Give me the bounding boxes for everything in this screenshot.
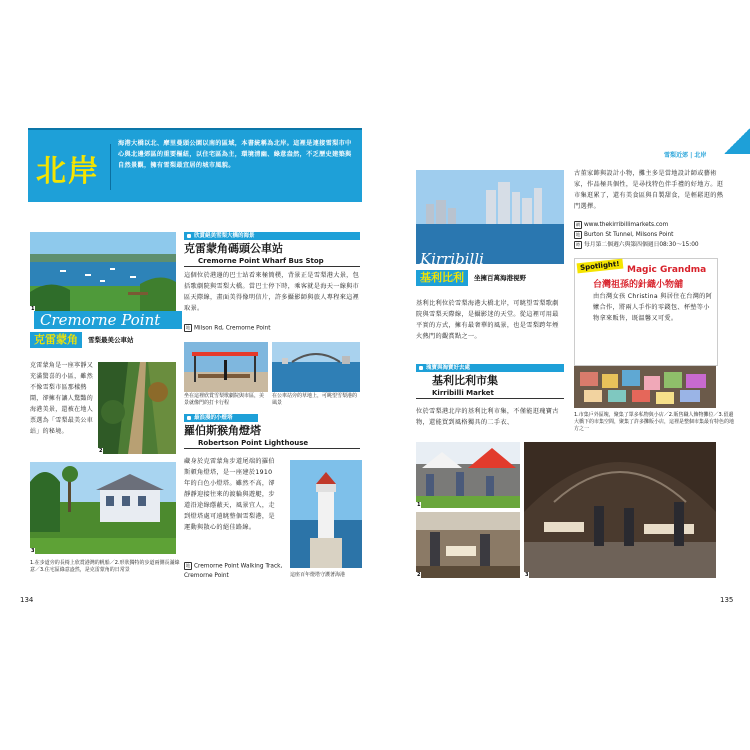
section-banner — [28, 128, 362, 202]
spotlight-text: 由台灣女孩 Christina 與居住在台灣的阿嬤合作，將兩人手作的零錢包、杯墊等小物拿來販售，既溫馨又可愛。 — [593, 293, 713, 322]
tunnel-illustration — [524, 442, 716, 578]
market-info — [574, 220, 740, 250]
header-breadcrumb: 雪梨近郊 | 北岸 — [664, 152, 707, 159]
market-hours: 每月第二個週六與第四個週日08:30～15:00 — [584, 242, 699, 248]
cremorne-cn-name: 克雷蒙角 — [30, 332, 82, 348]
harbour-view-illustration — [272, 342, 360, 392]
bus-stop-caption-a: 坐在這裡欣賞雪梨歌劇院與市區，美景就像門的打卡行程 — [184, 393, 265, 406]
bus-stop-title-box — [184, 242, 360, 267]
knitting-photo — [574, 366, 716, 408]
lighthouse-text: 藏身於克雷蒙角步道尾端的羅伯斯頓角燈塔，是一座建於1910年的白色小燈塔。雖然不高，卻靜靜迎接往來的渡輪與遊艇，步道沿途綠蔭蔽天，風景宜人，走到燈塔處可遠眺整個雪梨港，是運動與散心的絕佳路線。 — [184, 458, 275, 531]
left-page-number: 134 — [20, 596, 34, 604]
lighthouse-photo — [290, 460, 362, 568]
market-url[interactable]: www.thekirribillimarkets.com — [584, 222, 669, 228]
lighthouse-title-en: Robertson Point Lighthouse — [198, 439, 309, 447]
market-tunnel-photo — [524, 442, 716, 578]
market-address-row — [574, 230, 740, 240]
kirribilli-subtitle: 坐擁百萬海港視野 — [474, 274, 526, 282]
map-pin-icon: 地 — [186, 563, 190, 568]
bus-stop-caption-b: 在公車站旁的草地上，可眺望雪梨港的風景 — [272, 393, 358, 406]
market-stall-photo — [416, 512, 520, 578]
kirribilli-cn-title — [416, 270, 564, 286]
harbour-illustration — [30, 232, 176, 312]
banner-title: 北岸 — [36, 154, 100, 189]
lighthouse-title-cn: 羅伯斯猴角燈塔 — [184, 424, 261, 437]
lighthouse-tag: 最浪漫的小燈塔 — [184, 414, 258, 422]
market-stall-illustration — [416, 512, 520, 578]
breadcrumb-section: 北岸 — [694, 152, 707, 159]
bus-stop-address-text: Milson Rd, Cremorne Point — [194, 325, 271, 332]
bus-stop-photo — [184, 342, 268, 392]
market-title-cn: 基利比利市集 — [432, 374, 498, 387]
path-photo — [98, 362, 176, 454]
bus-stop-illustration — [184, 342, 268, 392]
market-tag: 瑰寶與淘寶好去處 — [416, 364, 564, 372]
knitting-illustration — [574, 366, 716, 408]
market-outdoor-illustration — [416, 442, 520, 508]
market-url-row — [574, 220, 740, 230]
kirribilli-script-title: Kirribilli — [420, 250, 484, 268]
market-text: 位於雪梨港北岸的基利比利市集，不僅能逛瑰寶古物，還能買到風格獨具的二手衣、 — [416, 408, 559, 426]
market-hours-row — [574, 240, 740, 250]
harbour-view-photo — [272, 342, 360, 392]
spotlight-box — [574, 258, 718, 366]
market-address: Burton St Tunnel, Milsons Point — [584, 232, 674, 238]
spotlight-title-cn: 台灣祖孫的針織小物舖 — [593, 280, 684, 290]
market-title-box — [416, 374, 564, 399]
cremorne-intro: 克雷蒙角是一座寧靜又充滿驚喜的小區，雖然不像雪梨市區那樣熱鬧，卻擁有讓人驚豔的海港美景，還被在地人票選為「雪梨最美公車站」的秘境。 — [30, 362, 94, 435]
banner-text: 海港大橋以北、摩里曼頭公園以南的區域，本書統稱為北岸。這裡是連接雪梨市中心與北邊郊區的重要樞紐，以住宅區為主，環境清幽、綠意盎然，不乏歷史建築與自然景觀，擁有雪梨最宜居的城市風貌。 — [118, 140, 352, 169]
left-photo-caption: 1.在步道旁的長椅上欣賞港灣的帆船／2.形狀獨特的步道兩側長滿綠意／3.住宅區綠意盎然，是克雷蒙角的日常景 — [30, 560, 180, 573]
house-illustration — [30, 462, 176, 554]
photo-number: 1 — [417, 502, 421, 508]
market-outdoor-photo — [416, 442, 520, 508]
right-page — [414, 128, 750, 608]
right-page-number: 135 — [720, 596, 734, 604]
house-photo — [30, 462, 176, 554]
globe-icon: 網 — [576, 221, 580, 227]
photo-number: 2 — [417, 572, 421, 578]
right-photo-caption: 1.市集戶外區塊，聚集了眾多私物與小店／2.販售職人飾物攤位／3.留邊大橋下的市集空間，聚集了許多攤販小店，這裡是整個市集最有特色的地方之一 — [574, 412, 735, 432]
left-page — [20, 128, 368, 608]
lighthouse-illustration — [290, 460, 362, 568]
clock-icon: 時 — [576, 241, 580, 247]
market-text-continued: 古董家飾與設計小物，攤主多是當地設計師或藝術家，作品極具個性，是尋找特色伴手禮的好地方。逛市集逛累了，還有美食區與自製甜食，是輕鬆逛的熱門選擇。 — [574, 170, 724, 210]
bus-stop-tag: 欣賞絕美雪梨大橋的海景 — [184, 232, 360, 240]
spotlight-title-en: Magic Grandma — [627, 265, 707, 275]
cremorne-script-title: Cremorne Point — [34, 311, 182, 329]
bus-stop-address — [184, 324, 360, 332]
bus-stop-title-en: Cremorne Point Wharf Bus Stop — [198, 257, 324, 265]
spotlight-badge: Spotlight! — [577, 259, 623, 274]
map-pin-icon: 地 — [186, 325, 190, 330]
cremorne-cn-title — [30, 332, 178, 348]
photo-number: 3 — [31, 548, 35, 554]
banner-divider — [110, 144, 111, 190]
bus-stop-text: 這個位於港邊的巴士站看來極簡樸，背景正是雪梨港大景，包括歌劇院與雪梨大橋。當巴士停下時，乘客就是海天一線與市區天際線，畫面美得像明信片，許多攝影師與旅人專程來這裡取景。 — [184, 272, 360, 312]
market-title-en: Kirribilli Market — [432, 389, 494, 397]
path-illustration — [98, 362, 176, 454]
breadcrumb-crumb: 雪梨近郊 — [664, 152, 689, 159]
kirribilli-cn-name: 基利比利 — [416, 270, 468, 286]
photo-number: 1 — [31, 306, 35, 312]
kirribilli-intro: 基利比利位於雪梨海港大橋北岸，可眺望雪梨歌劇院與雪梨天際線，是攝影迷的天堂。從這裡可用最平實的方式，擁有最奢華的風景，也是雪梨跨年煙火熱門的觀賞點之一。 — [416, 300, 559, 340]
photo-number: 2 — [99, 448, 103, 454]
photo-number: 3 — [525, 572, 529, 578]
cremorne-subtitle: 雪梨最美公車站 — [88, 336, 134, 344]
map-pin-icon: 地 — [576, 231, 580, 237]
bus-stop-title-cn: 克雷蒙角碼頭公車站 — [184, 242, 283, 255]
lighthouse-address-text: Cremorne Point Walking Track, Cremorne Point — [184, 563, 283, 579]
lighthouse-title-box — [184, 424, 360, 449]
cremorne-harbour-photo — [30, 232, 176, 312]
corner-accent — [724, 128, 750, 154]
lighthouse-caption: 這座百年燈塔守護著海港 — [290, 572, 346, 578]
lighthouse-address — [184, 562, 288, 581]
